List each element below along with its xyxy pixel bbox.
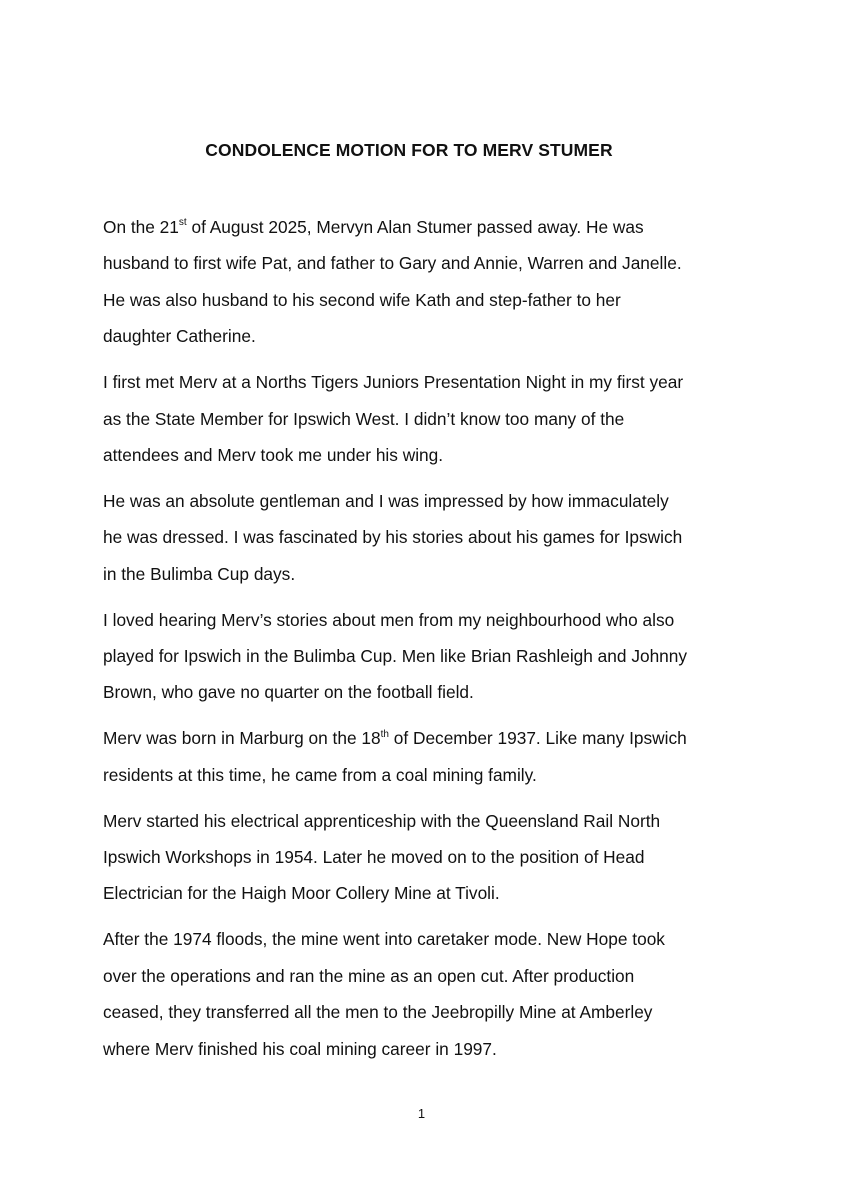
text-segment: where Merv finished his coal mining career in 1997. — [103, 1038, 497, 1059]
text-line — [103, 994, 763, 1030]
text-line — [103, 674, 763, 710]
text-line — [103, 757, 763, 793]
text-segment: in the Bulimba Cup days. — [103, 563, 296, 584]
text-segment: of August 2025, Mervyn Alan Stumer passed away. He was — [186, 217, 644, 237]
text-line — [103, 519, 763, 555]
paragraph — [103, 209, 763, 355]
text-segment: as the State Member for Ipswich West. I didn’t know too many of the — [103, 408, 625, 429]
text-line — [103, 839, 763, 875]
text-line — [103, 921, 763, 957]
text-segment: husband to first wife Pat, and father to Gary and Annie, Warren and Janelle. — [103, 253, 682, 274]
text-line — [103, 958, 763, 994]
paragraph — [103, 921, 763, 1067]
page-number: 1 — [417, 1106, 426, 1121]
ordinal-superscript: st — [178, 217, 187, 229]
text-segment: residents at this time, he came from a coal mining family. — [103, 764, 537, 785]
text-segment: Electrician for the Haigh Moor Collery Mine at Tivoli. — [103, 883, 500, 904]
text-segment: On the 21 — [103, 217, 179, 237]
text-line — [103, 209, 763, 245]
paragraph — [103, 364, 763, 473]
text-line — [103, 245, 763, 281]
paragraph — [103, 483, 763, 592]
text-segment: played for Ipswich in the Bulimba Cup. Men like Brian Rashleigh and Johnny — [103, 645, 688, 666]
text-line — [103, 720, 763, 756]
text-segment: He was also husband to his second wife Kath and step-father to her — [103, 289, 621, 310]
text-segment: Ipswich Workshops in 1954. Later he moved on to the position of Head — [103, 847, 645, 867]
text-segment: He was an absolute gentleman and I was impressed by how immaculately — [103, 490, 669, 511]
text-line — [103, 401, 763, 437]
text-segment: ceased, they transferred all the men to the Jeebropilly Mine at Amberley — [103, 1002, 653, 1023]
text-segment: After the 1974 floods, the mine went into caretaker mode. New Hope took — [103, 929, 665, 950]
text-line — [103, 875, 763, 911]
text-line — [103, 364, 763, 400]
text-line — [103, 638, 763, 674]
text-line — [103, 803, 763, 839]
text-line — [103, 437, 763, 473]
text-line — [103, 602, 763, 638]
text-segment: attendees and Merv took me under his wing. — [103, 444, 444, 465]
document-body — [103, 209, 763, 1076]
text-segment: Merv started his electrical apprenticeship with the Queensland Rail North — [103, 810, 661, 831]
text-line — [103, 318, 763, 354]
text-segment: of December 1937. Like many Ipswich — [388, 728, 687, 749]
text-line — [103, 282, 763, 318]
text-line — [103, 483, 763, 519]
text-segment: I first met Merv at a Norths Tigers Juniors Presentation Night in my first year — [103, 372, 684, 393]
text-segment: daughter Catherine. — [103, 326, 256, 347]
text-segment: I loved hearing Merv’s stories about men from my neighbourhood who also — [103, 609, 675, 630]
text-segment: Merv was born in Marburg on the 18 — [103, 728, 381, 749]
paragraph — [103, 602, 763, 711]
text-segment: Brown, who gave no quarter on the football field. — [103, 682, 474, 703]
text-segment: he was dressed. I was fascinated by his stories about his games for Ipswich — [103, 527, 683, 548]
paragraph — [103, 803, 763, 912]
text-segment: over the operations and ran the mine as an open cut. After production — [103, 965, 635, 986]
ordinal-superscript: th — [380, 728, 389, 740]
text-line — [103, 1031, 763, 1067]
paragraph — [103, 720, 763, 793]
document-title: CONDOLENCE MOTION FOR TO MERV STUMER — [205, 140, 613, 160]
text-line — [103, 556, 763, 592]
